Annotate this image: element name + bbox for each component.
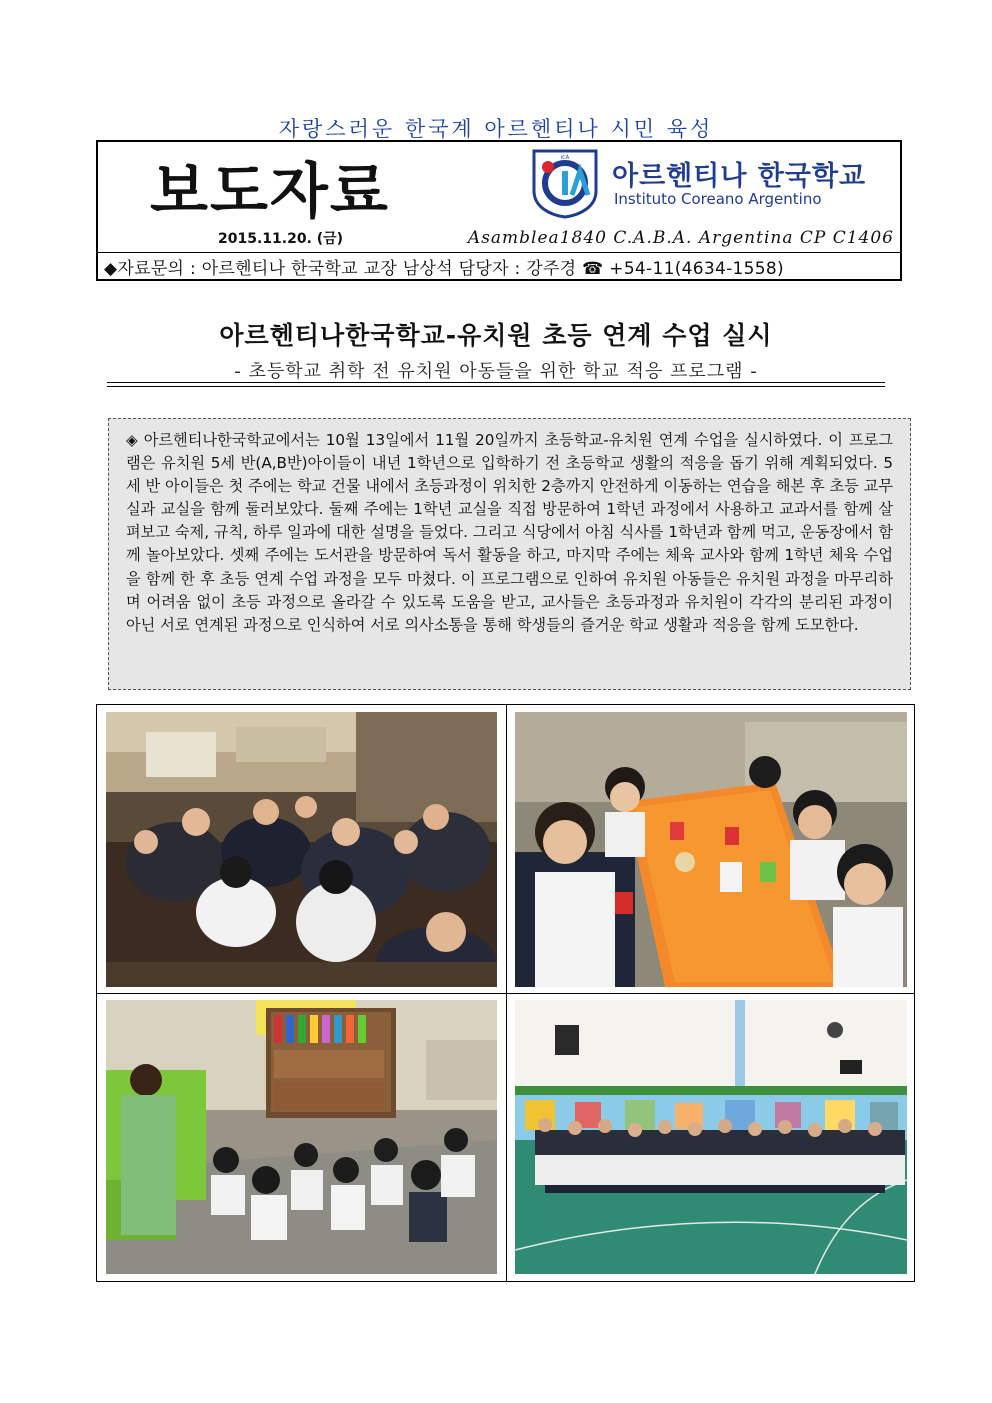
article-body-box (108, 418, 911, 690)
article-body-text: ◈ 아르헨티나한국학교에서는 10월 13일에서 11월 20일까지 초등학교-유치원 연계 수업을 실시하였다. 이 프로그램은 유치원 5세 반(A,B반)아이들이 내년 1학년으로 입학하기 전 초등학교 생활의 적응을 돕기 위해 계획되었다. 5세 반 아이들은 첫 주에는 학교 건물 내에서 초등과정이 위치한 2층까지 안전하게 이동하는 연습을 해본 후 초등 교무실과 교실을 함께 둘러보았다. 둘째 주에는 1학년 교실을 직접 방문하여 1학년 과정에서 사용하고 교과서를 함께 살펴보고 숙제, 규칙, 하루 일과에 대한 설명을 들었다. 그리고 식당에서 아침 식사를 1학년과 함께 먹고, 운동장에서 함께 놀아보았다. 셋째 주에는 도서관을 방문하여 독서 활동을 하고, 마지막 주에는 체육 교사와 함께 1학년 체육 수업을 함께 한 후 초등 연계 수업 과정을 모두 마쳤다. 이 프로그램으로 인하여 유치원 아동들은 유치원 과정을 마무리하며 어려움 없이 초등 과정으로 올라갈 수 있도록 도움을 받고, 교사들은 초등과정과 유치원이 각각의 분리된 과정이 아닌 서로 연계된 과정으로 인식하여 서로 의사소통을 통해 학생들의 즐거운 학교 생활과 적응을 함께 도모한다. (126, 431, 893, 634)
school-name-korean: 아르헨티나 한국학교 (612, 161, 867, 192)
photo-gym-class-group (515, 1000, 907, 1274)
school-logo-icon (528, 145, 602, 219)
school-name-spanish: Instituto Coreano Argentino (614, 190, 822, 208)
subheadline: - 초등학교 취학 전 유치원 아동들을 위한 학교 적응 프로그램 - (234, 361, 758, 382)
logo-caption: ICA (560, 155, 570, 161)
photo-classroom-visit (106, 712, 497, 987)
contact-info: ◆자료문의 : 아르헨티나 한국학교 교장 남상석 담당자 : 강주경 ☎ +54-11(4634-1558) (104, 259, 784, 279)
photo-grid (96, 704, 915, 1282)
header-top-row (98, 142, 900, 253)
press-release-header (96, 140, 902, 281)
photo-library-visit (106, 1000, 497, 1274)
divider-line (107, 382, 885, 383)
school-address: Asamblea1840 C.A.B.A. Argentina CP C1406 (467, 228, 894, 248)
grid-divider (97, 993, 914, 994)
photo-breakfast-cafeteria (515, 712, 907, 987)
headline: 아르헨티나한국학교-유치원 초등 연계 수업 실시 (219, 321, 773, 350)
motto: 자랑스러운 한국계 아르헨티나 시민 육성 (278, 117, 714, 141)
press-release-title: 보도자료 (150, 157, 390, 227)
release-date: 2015.11.20. (금) (218, 231, 344, 247)
divider-line (107, 386, 885, 387)
